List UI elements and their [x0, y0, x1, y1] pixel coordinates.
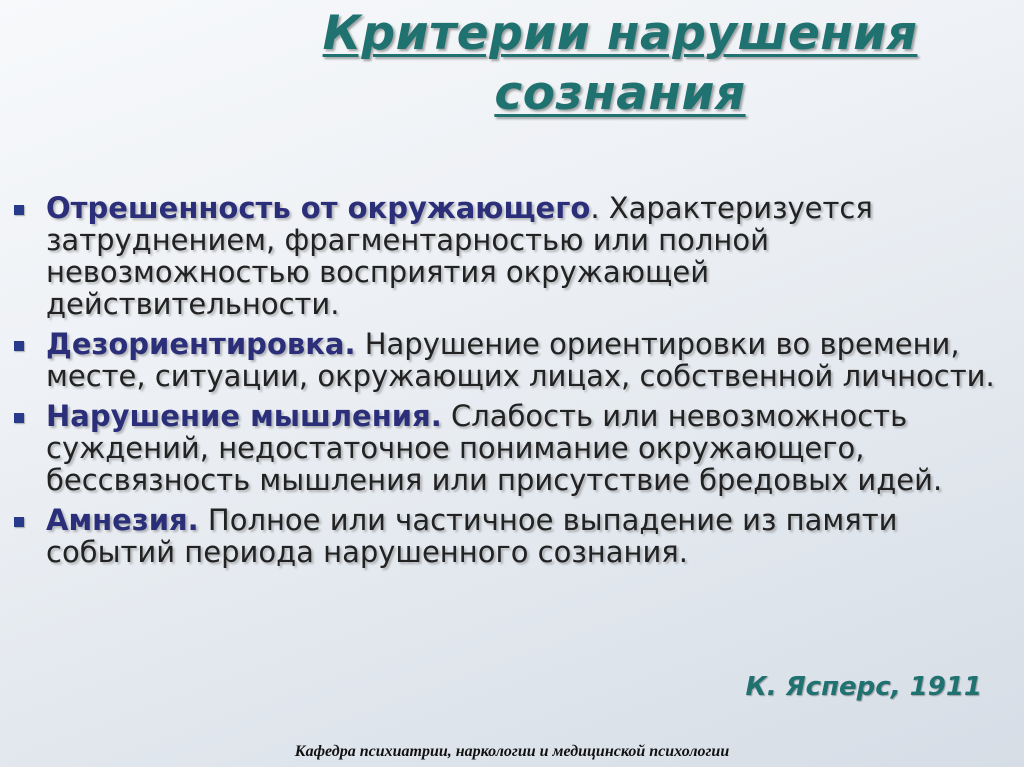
square-bullet-icon — [14, 517, 24, 527]
criteria-item-detachment — [14, 192, 1004, 320]
criteria-item-disorientation — [14, 328, 1004, 392]
criteria-description: Нарушение ориентировки во времени, месте, ситуации, окружающих лицах, собственной личности. — [46, 327, 995, 393]
square-bullet-icon — [14, 205, 24, 215]
criteria-term: Отрешенность от окружающего — [46, 191, 591, 225]
criteria-description: Полное или частичное выпадение из памяти событий периода нарушенного сознания. — [46, 503, 898, 569]
criteria-item-amnesia — [14, 504, 1004, 568]
criteria-description: Слабость или невозможность суждений, недостаточное понимание окружающего, бессвязность мышления или присутствие бредовых идей. — [46, 399, 943, 497]
square-bullet-icon — [14, 341, 24, 351]
criteria-term: Нарушение мышления. — [46, 399, 442, 433]
criteria-description: . Характеризуется затруднением, фрагментарностью или полной невозможностью восприятия окружающей действительности. — [46, 191, 873, 321]
criteria-list — [14, 192, 1004, 576]
criteria-item-thinking-disorder — [14, 400, 1004, 496]
slide-title-line-1: Критерии нарушения — [322, 6, 918, 61]
criteria-term: Амнезия. — [46, 503, 199, 537]
criteria-term: Дезориентировка. — [46, 327, 356, 361]
department-footer: Кафедра психиатрии, наркологии и медицинской психологии — [294, 743, 730, 760]
author-citation: К. Ясперс, 1911 — [745, 672, 982, 702]
square-bullet-icon — [14, 413, 24, 423]
slide-title-line-2: сознания — [494, 66, 746, 121]
slide-title — [230, 4, 1010, 124]
